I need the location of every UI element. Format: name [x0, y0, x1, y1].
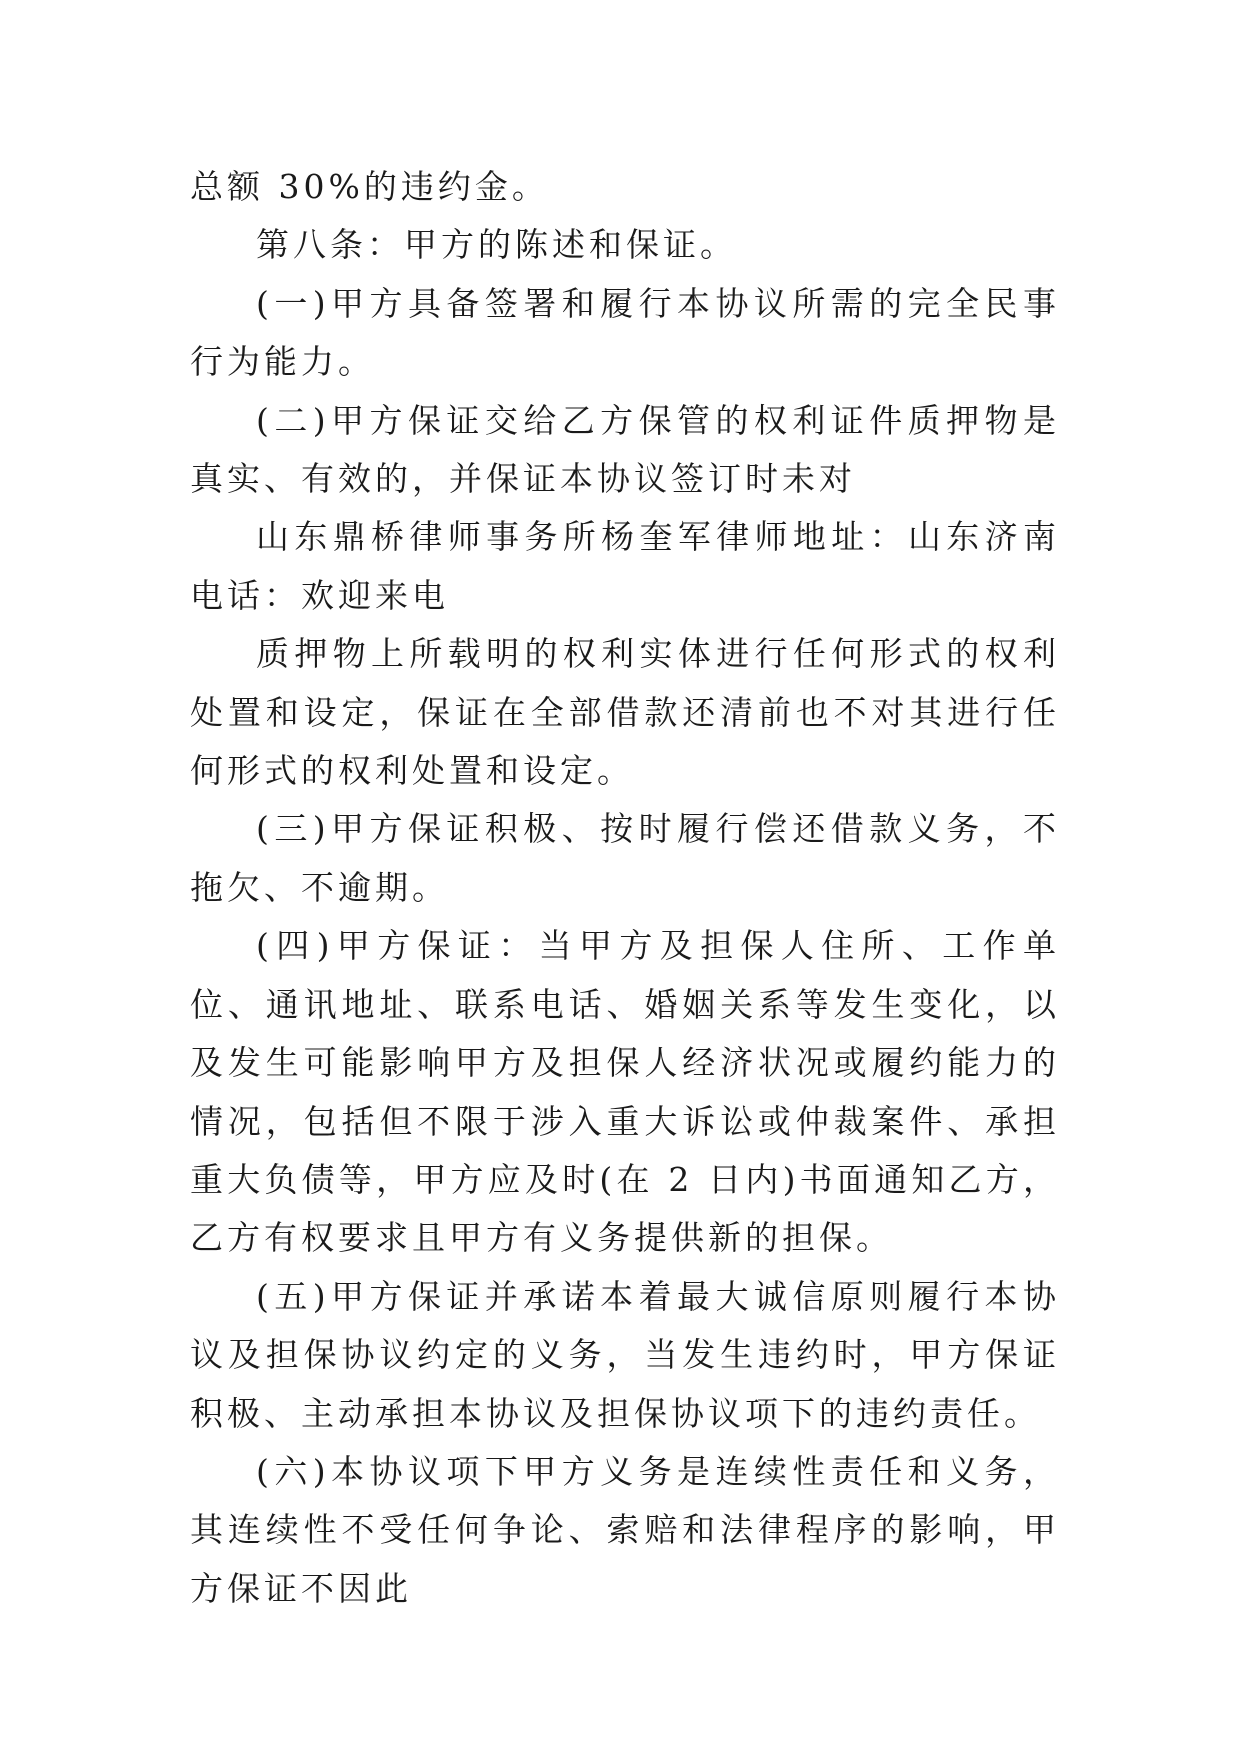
paragraph-clause-6: (六)本协议项下甲方义务是连续性责任和义务，其连续性不受任何争论、索赔和法律程序的影响，甲方保证不因此: [190, 1451, 1060, 1608]
paragraph-article-8-heading: 第八条：甲方的陈述和保证。: [256, 225, 737, 265]
paragraph-clause-2-continued: 质押物上所载明的权利实体进行任何形式的权利处置和设定，保证在全部借款还清前也不对其进行任何形式的权利处置和设定。: [190, 634, 1060, 791]
paragraph-clause-1: (一)甲方具备签署和履行本协议所需的完全民事行为能力。: [190, 283, 1060, 382]
paragraph-clause-5: (五)甲方保证并承诺本着最大诚信原则履行本协议及担保协议约定的义务，当发生违约时，甲方保证积极、主动承担本协议及担保协议项下的违约责任。: [190, 1276, 1060, 1433]
document-body: [190, 158, 1060, 1618]
paragraph-law-firm-contact: 山东鼎桥律师事务所杨奎军律师地址：山东济南电话：欢迎来电: [190, 517, 1060, 615]
paragraph-clause-3: (三)甲方保证积极、按时履行偿还借款义务，不拖欠、不逾期。: [190, 809, 1060, 907]
paragraph-clause-2: (二)甲方保证交给乙方保管的权利证件质押物是真实、有效的，并保证本协议签订时未对: [190, 400, 1060, 499]
paragraph-penalty-tail: 总额 30%的违约金。: [190, 167, 549, 206]
paragraph-clause-4: (四)甲方保证：当甲方及担保人住所、工作单位、通讯地址、联系电话、婚姻关系等发生变化，以及发生可能影响甲方及担保人经济状况或履约能力的情况，包括但不限于涉入重大诉讼或仲裁案件、承担重大负债等，甲方应及时(在 2 日内)书面通知乙方，乙方有权要求且甲方有义务提供新的担保。: [190, 926, 1060, 1258]
